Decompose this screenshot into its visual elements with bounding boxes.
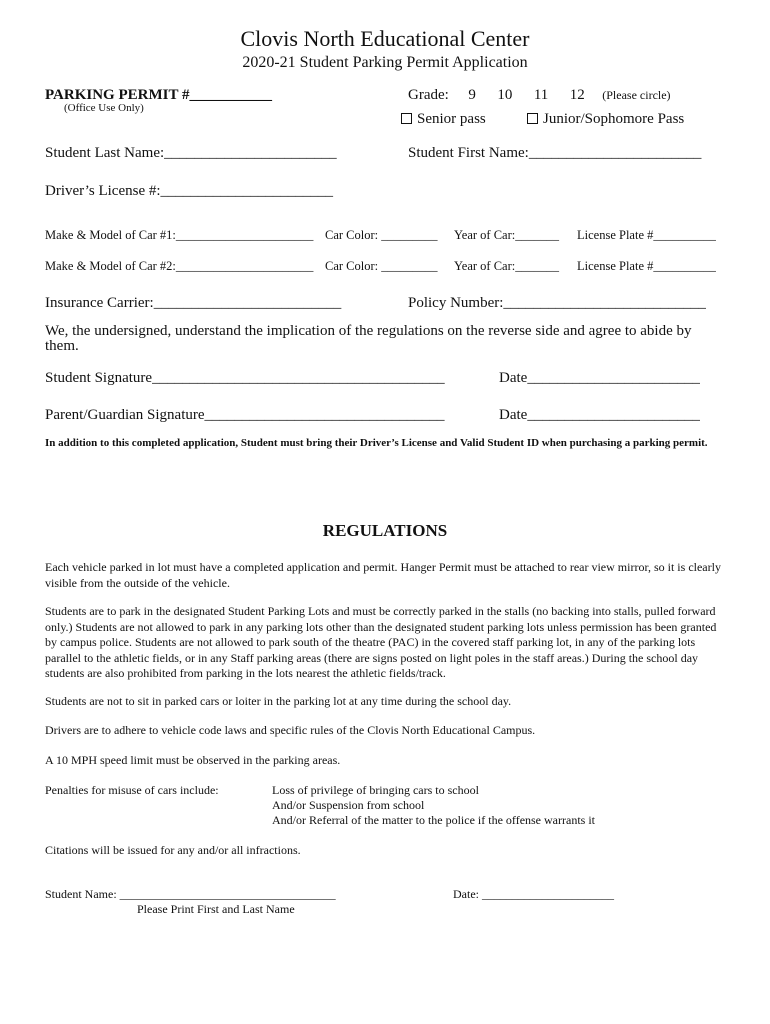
car2-color-field[interactable]: Car Color: _________ xyxy=(325,259,438,273)
regulation-paragraph-3: Students are not to sit in parked cars or loiter in the parking lot at any time during the school day. xyxy=(45,694,512,708)
student-signature-field[interactable]: Student Signature_______________________________________ xyxy=(45,370,445,386)
senior-pass-label: Senior pass xyxy=(417,111,486,127)
car2-make-model-field[interactable]: Make & Model of Car #2:______________________ xyxy=(45,259,314,273)
regulation-paragraph-5: A 10 MPH speed limit must be observed in the parking areas. xyxy=(45,753,341,767)
document-subtitle: 2020-21 Student Parking Permit Application xyxy=(242,54,528,71)
document-title: Clovis North Educational Center xyxy=(240,26,530,51)
junior-pass-option[interactable] xyxy=(527,111,684,128)
penalties-label: Penalties for misuse of cars include: xyxy=(45,783,219,797)
penalty-item: And/or Suspension from school xyxy=(272,798,425,812)
student-name-field[interactable]: Student Name: ____________________________________ xyxy=(45,887,336,901)
regulations-heading: REGULATIONS xyxy=(322,521,448,540)
regulation-paragraph-2: Students are to park in the designated Student Parking Lots and must be correctly parked in the stalls (no backing into stalls, pulled forward only.) Students are not allowed to park in any parking lots other than the designated student parking lots unless permission has been granted by campus police. Students are not allowed to park south of the theatre (PAC) in the covered staff parking lot, in any of the parking lots parallel to the athletic fields, or in any Staff parking areas (there are signs posted on light poles in the staff areas.) During the school day students are also prohibited from parking in the lots nearest the athletic fields/track. xyxy=(45,604,717,680)
print-name-note: Please Print First and Last Name xyxy=(137,902,295,916)
regulation-paragraph-4: Drivers are to adhere to vehicle code laws and specific rules of the Clovis North Educational Campus. xyxy=(45,723,536,737)
car1-make-model-field[interactable]: Make & Model of Car #1:______________________ xyxy=(45,228,314,242)
grade-option-10[interactable]: 10 xyxy=(497,87,513,103)
student-first-name-field[interactable]: Student First Name:_______________________ xyxy=(408,145,702,161)
junior-pass-checkbox[interactable] xyxy=(527,113,538,124)
required-documents-note: In addition to this completed application, Student must bring their Driver’s License and Valid Student ID when purchasing a parking permit. xyxy=(45,437,708,449)
grade-row xyxy=(408,87,671,104)
please-circle-note: (Please circle) xyxy=(602,88,671,102)
regulation-paragraph-1: Each vehicle parked in lot must have a completed application and permit. Hanger Permit must be attached to rear view mirror, so it is clearly visible from the outside of the vehicle. xyxy=(45,560,721,590)
grade-option-9[interactable]: 9 xyxy=(468,87,476,103)
office-use-note: (Office Use Only) xyxy=(64,102,144,114)
student-last-name-field[interactable]: Student Last Name:_______________________ xyxy=(45,145,337,161)
citations-note: Citations will be issued for any and/or all infractions. xyxy=(45,843,301,857)
parent-signature-field[interactable]: Parent/Guardian Signature________________________________ xyxy=(45,407,445,423)
grade-label: Grade: xyxy=(408,87,449,103)
grade-option-12[interactable]: 12 xyxy=(569,87,585,103)
parking-permit-number: PARKING PERMIT #___________ xyxy=(45,87,272,103)
senior-pass-checkbox[interactable] xyxy=(401,113,412,124)
car1-plate-field[interactable]: License Plate #__________ xyxy=(577,228,716,242)
senior-pass-option[interactable] xyxy=(401,111,486,128)
car1-color-field[interactable]: Car Color: _________ xyxy=(325,228,438,242)
insurance-carrier-field[interactable]: Insurance Carrier:_________________________ xyxy=(45,295,342,311)
agreement-statement: We, the undersigned, understand the implication of the regulations on the reverse side and agree to abide by them. xyxy=(45,323,692,354)
car2-plate-field[interactable]: License Plate #__________ xyxy=(577,259,716,273)
student-signature-date-field[interactable]: Date_______________________ xyxy=(499,370,700,386)
car1-year-field[interactable]: Year of Car:_______ xyxy=(454,228,559,242)
footer-date-field[interactable]: Date: ______________________ xyxy=(453,887,614,901)
car2-year-field[interactable]: Year of Car:_______ xyxy=(454,259,559,273)
drivers-license-field[interactable]: Driver’s License #:_______________________ xyxy=(45,183,334,199)
grade-option-11[interactable]: 11 xyxy=(533,87,549,103)
penalty-item: And/or Referral of the matter to the police if the offense warrants it xyxy=(272,813,595,827)
parent-signature-date-field[interactable]: Date_______________________ xyxy=(499,407,700,423)
penalty-item: Loss of privilege of bringing cars to school xyxy=(272,783,479,797)
policy-number-field[interactable]: Policy Number:___________________________ xyxy=(408,295,706,311)
junior-pass-label: Junior/Sophomore Pass xyxy=(543,111,685,127)
